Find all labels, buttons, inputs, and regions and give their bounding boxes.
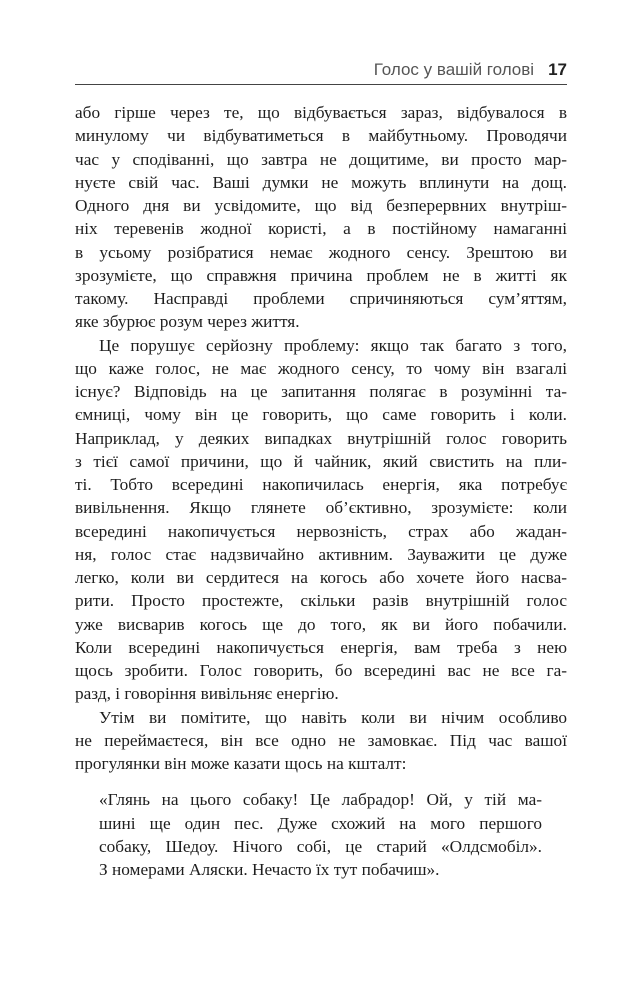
text-line: яке збурює розум через життя.: [75, 312, 300, 332]
quote-line: З номерами Аляски. Нечасто їх тут побачиш».: [99, 860, 440, 879]
page-number: 17: [548, 60, 567, 79]
text-line: прогулянки він може казати щось на кшталт:: [75, 754, 407, 773]
text-line: ніх теревенів жодної користі, а в постійному намаганні: [75, 219, 567, 239]
quote-line: собаку, Шедоу. Нічого собі, це старий «Олдсмобіл».: [99, 836, 542, 856]
text-line: рити. Просто простежте, скільки разів внутрішній голос: [75, 591, 567, 611]
running-title: Голос у вашій голові: [373, 60, 535, 79]
text-line: з тієї самої причини, що й чайник, який свистить на пли-: [75, 451, 567, 471]
text-line: Наприклад, у деяких випадках внутрішній голос говорить: [75, 428, 567, 448]
text-line: Це порушує серйозну проблему: якщо так багато з того,: [99, 335, 567, 355]
text-line: Одного дня ви усвідомите, що від безперервних внутріш-: [75, 196, 567, 215]
text-line: існує? Відповідь на це запитання полягає в розумінні та-: [75, 382, 567, 401]
text-line: Утім ви помітите, що навіть коли ви нічим особливо: [99, 707, 567, 727]
paragraph: [75, 101, 567, 334]
text-line: ємниці, чому він це говорить, що саме говорить і коли.: [75, 405, 567, 425]
text-line: легко, коли ви сердитеся на когось або хочете його насва-: [75, 568, 567, 587]
text-line: не переймаєтеся, він все одно не замовкає. Під час вашої: [75, 730, 567, 750]
text-line: ня, голос стає надзвичайно активним. Зауважити це дуже: [75, 544, 567, 564]
text-line: минулому чи відбуватиметься в майбутньому. Проводячи: [75, 126, 567, 146]
text-line: такому. Насправді проблеми спричиняються сум’яттям,: [75, 289, 567, 308]
text-line: час у сподіванні, що завтра не дощитиме, ви просто мар-: [75, 149, 567, 169]
quote-line: шині ще один пес. Дуже схожий на мого першого: [99, 813, 542, 833]
quote-line: «Глянь на цього собаку! Це лабрадор! Ой, у тій ма-: [99, 790, 542, 810]
text-line: уже висварив когось ще до того, як ви його побачили.: [75, 614, 567, 634]
paragraph: [75, 334, 567, 706]
text-line: Коли всередині накопичується енергія, вам треба з нею: [75, 637, 567, 657]
text-line: ті. Тобто всередині накопичилась енергія, яка потребує: [75, 475, 567, 494]
text-line: щось зробити. Голос говорить, бо всередині вас не все га-: [75, 661, 567, 680]
text-line: зрозумієте, що справжня причина проблем не в житті як: [75, 265, 567, 285]
running-header: [75, 58, 567, 85]
text-line: або гірше через те, що відбувається зараз, відбувалося в: [75, 103, 567, 122]
text-line: що каже голос, не має жодного сенсу, то чому він взагалі: [75, 358, 567, 378]
text-line: разд, і говоріння вивільняє енергію.: [75, 684, 339, 704]
text-line: вивільнення. Якщо глянете об’єктивно, зрозумієте: коли: [75, 498, 567, 518]
text-line: всередині накопичується нервозність, страх або жадан-: [75, 521, 567, 541]
page-body: [75, 101, 567, 881]
block-quote: [99, 788, 542, 881]
paragraph: [75, 706, 567, 776]
text-line: нуєте свій час. Ваші думки не можуть вплинути на дощ.: [75, 172, 567, 192]
text-line: в усьому розібратися немає жодного сенсу. Зрештою ви: [75, 242, 567, 262]
